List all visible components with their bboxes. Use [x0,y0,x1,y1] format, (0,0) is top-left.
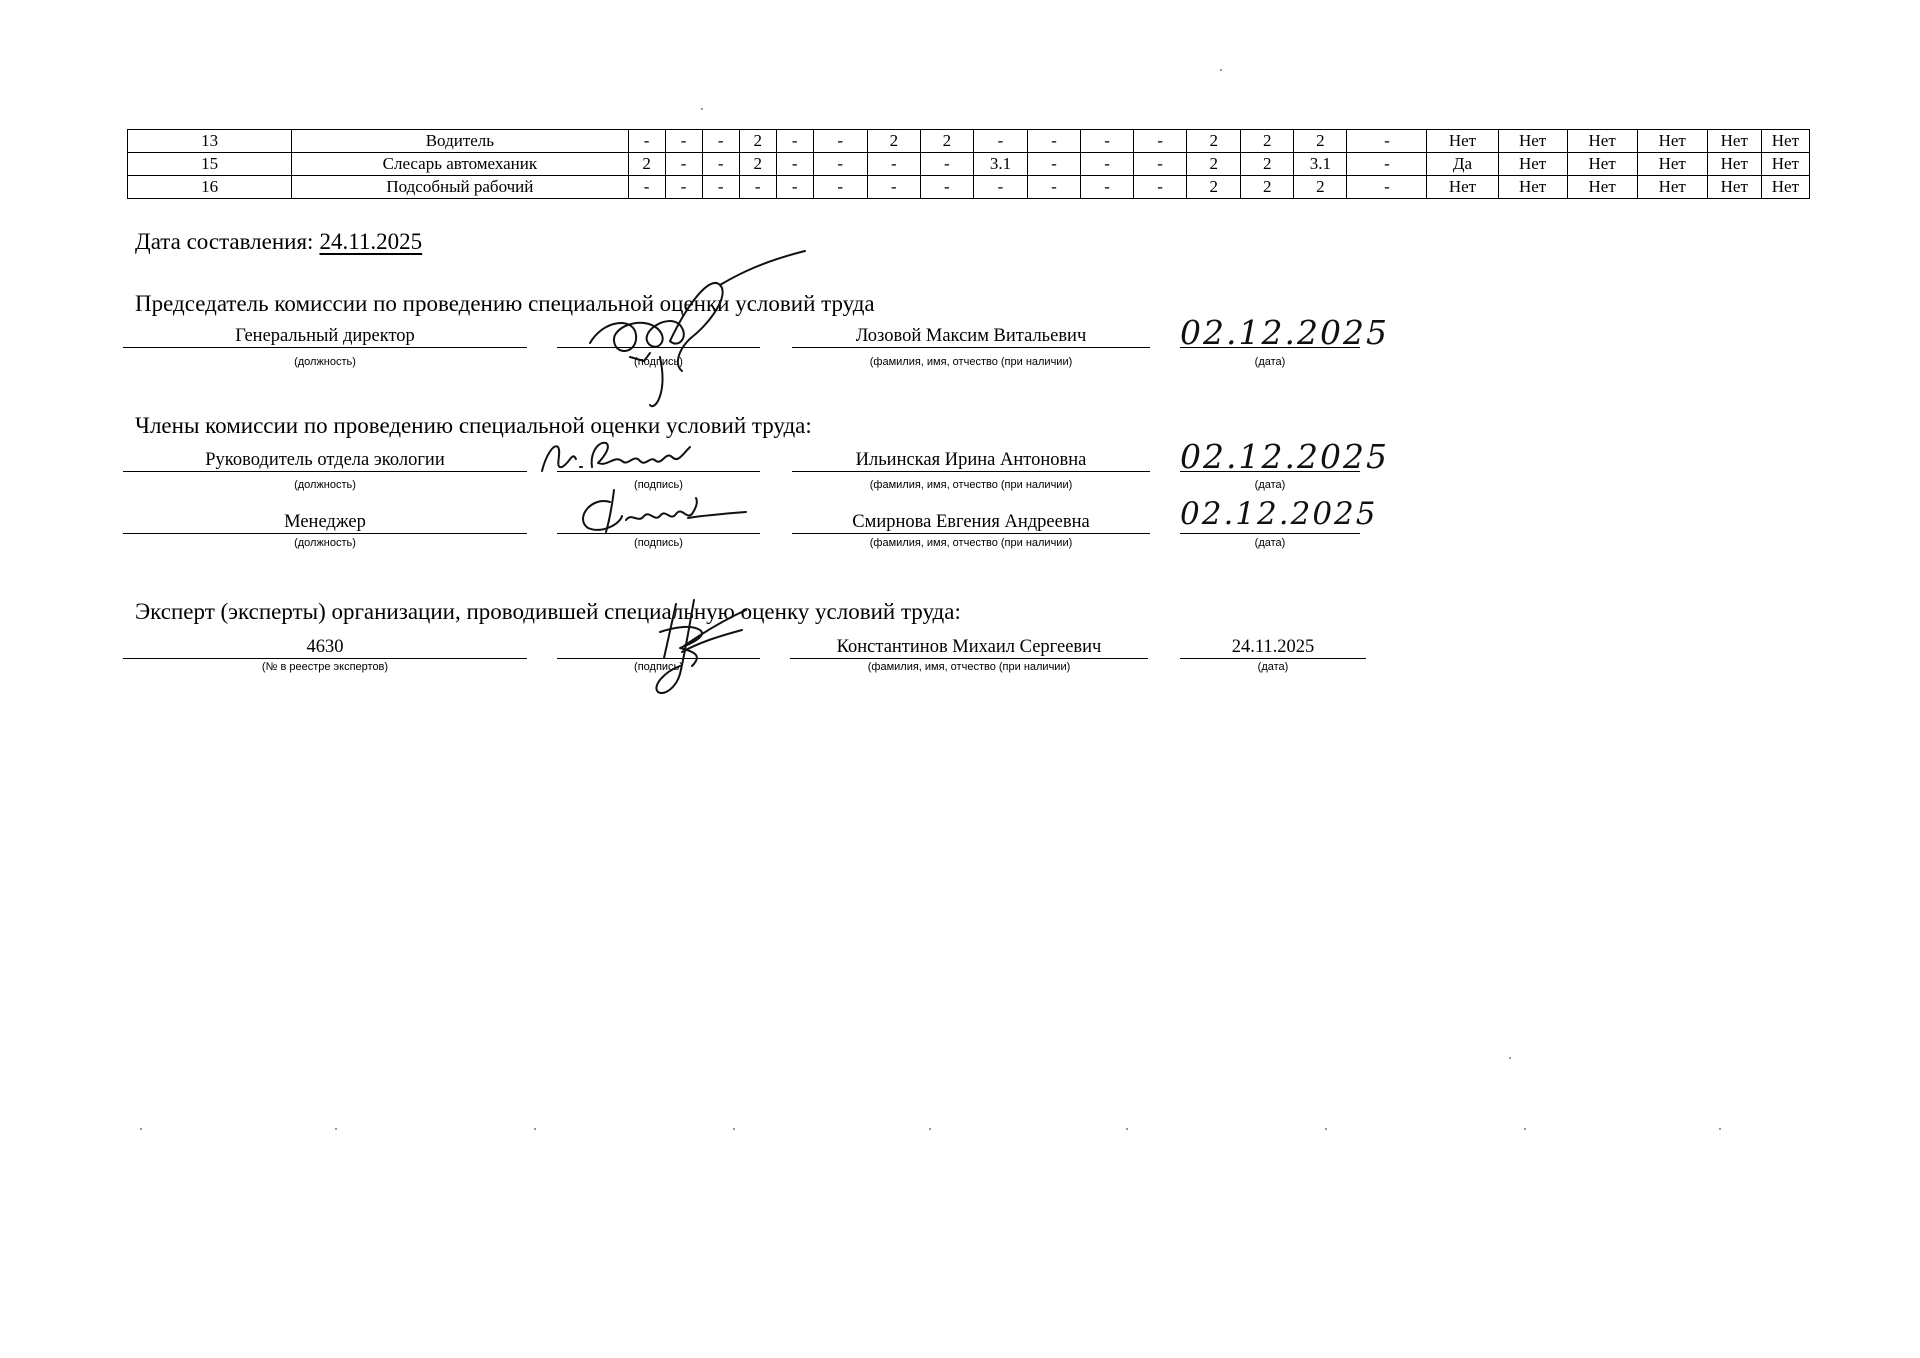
value-cell: - [665,153,702,176]
row-number-cell: 16 [128,176,292,199]
position-cell: Подсобный рабочий [292,176,628,199]
chairman-date: 02.12.2025 [1180,313,1389,352]
value-cell: 2 [1294,130,1347,153]
expert-signature-caption: (подпись) [634,661,683,673]
value-cell: - [867,176,920,199]
scan-speck [1509,1057,1511,1059]
value-cell: - [1347,176,1427,199]
scan-speck [140,1128,142,1130]
member-2-name: Смирнова Евгения Андреевна [792,511,1150,534]
scan-speck [335,1128,337,1130]
table-row [128,153,1810,176]
chairman-name: Лозовой Максим Витальевич [792,325,1150,348]
value-cell: - [1134,130,1187,153]
member-1-date: 02.12.2025 [1180,437,1389,476]
value-cell: Нет [1567,153,1637,176]
value-cell: Нет [1707,176,1761,199]
table-body [128,130,1810,199]
chairman-heading: Председатель комиссии по проведению специальной оценки условий труда [135,291,875,316]
member-1-position: Руководитель отдела экологии [123,449,527,472]
value-cell: - [813,176,867,199]
scan-speck [534,1128,536,1130]
row-number-cell: 15 [128,153,292,176]
member-1-name: Ильинская Ирина Антоновна [792,449,1150,472]
value-cell: 3.1 [973,153,1027,176]
member-2-date: 02.12.2025 [1180,496,1378,532]
value-cell: - [973,176,1027,199]
value-cell: 2 [1187,153,1241,176]
chairman-position-caption: (должность) [294,356,356,368]
member-1-date-caption: (дата) [1254,479,1286,491]
scan-speck [1719,1128,1721,1130]
value-cell: Нет [1637,153,1707,176]
results-table [127,129,1810,199]
member-1-position-caption: (должность) [294,479,356,491]
value-cell: 2 [1241,176,1294,199]
chairman-signature [570,245,815,415]
value-cell: 2 [1241,153,1294,176]
value-cell: Нет [1567,130,1637,153]
value-cell: 2 [739,130,776,153]
scan-speck [929,1128,931,1130]
value-cell: 2 [628,153,665,176]
value-cell: - [776,176,813,199]
position-cell: Слесарь автомеханик [292,153,628,176]
value-cell: Да [1427,153,1498,176]
expert-registry-caption: (№ в реестре экспертов) [261,661,389,673]
value-cell: 2 [1187,176,1241,199]
value-cell: - [867,153,920,176]
value-cell: - [776,130,813,153]
table-row [128,176,1810,199]
member-1-name-caption: (фамилия, имя, отчество (при наличии) [869,479,1073,491]
chairman-signature-caption: (подпись) [634,356,683,368]
scan-speck [1524,1128,1526,1130]
value-cell: - [1081,130,1134,153]
scan-speck [1126,1128,1128,1130]
value-cell: - [665,176,702,199]
member-2-signature [570,488,750,538]
value-cell: Нет [1761,176,1809,199]
value-cell: - [702,176,739,199]
value-cell: Нет [1637,130,1707,153]
value-cell: Нет [1498,176,1567,199]
value-cell: 2 [1294,176,1347,199]
compile-date-label: Дата составления: [135,229,314,254]
scan-speck [1325,1128,1327,1130]
value-cell: - [920,176,973,199]
value-cell: - [1027,130,1080,153]
value-cell: - [1347,153,1427,176]
member-2-signature-caption: (подпись) [634,537,683,549]
value-cell: - [1134,153,1187,176]
member-2-name-caption: (фамилия, имя, отчество (при наличии) [869,537,1073,549]
value-cell: Нет [1707,130,1761,153]
value-cell: 2 [920,130,973,153]
value-cell: - [1027,153,1080,176]
value-cell: 3.1 [1294,153,1347,176]
value-cell: - [973,130,1027,153]
value-cell: Нет [1637,176,1707,199]
row-number-cell: 13 [128,130,292,153]
value-cell: 2 [1187,130,1241,153]
value-cell: - [739,176,776,199]
value-cell: Нет [1707,153,1761,176]
value-cell: - [665,130,702,153]
value-cell: 2 [867,130,920,153]
expert-name-caption: (фамилия, имя, отчество (при наличии) [867,661,1071,673]
members-heading: Члены комиссии по проведению специальной оценки условий труда: [135,413,812,438]
compile-date [135,229,422,255]
value-cell: - [628,176,665,199]
value-cell: - [813,130,867,153]
value-cell: 2 [739,153,776,176]
value-cell: Нет [1498,153,1567,176]
value-cell: - [1081,176,1134,199]
value-cell: - [702,130,739,153]
member-2-date-caption: (дата) [1254,537,1286,549]
value-cell: - [1347,130,1427,153]
value-cell: Нет [1567,176,1637,199]
value-cell: Нет [1761,153,1809,176]
value-cell: Нет [1427,176,1498,199]
scan-speck [733,1128,735,1130]
value-cell: - [813,153,867,176]
position-cell: Водитель [292,130,628,153]
scan-speck [1220,69,1222,71]
chairman-name-caption: (фамилия, имя, отчество (при наличии) [869,356,1073,368]
expert-registry-number: 4630 [123,636,527,659]
value-cell: - [1027,176,1080,199]
expert-signature [620,596,750,701]
value-cell: - [1134,176,1187,199]
value-cell: Нет [1427,130,1498,153]
table-row [128,130,1810,153]
value-cell: - [920,153,973,176]
value-cell: - [776,153,813,176]
chairman-date-caption: (дата) [1254,356,1286,368]
value-cell: Нет [1761,130,1809,153]
member-1-signature-caption: (подпись) [634,479,683,491]
expert-date: 24.11.2025 [1180,636,1366,659]
expert-date-caption: (дата) [1257,661,1289,673]
expert-name: Константинов Михаил Сергеевич [790,636,1148,659]
value-cell: Нет [1498,130,1567,153]
scan-speck [701,108,703,110]
member-2-position-caption: (должность) [294,537,356,549]
value-cell: - [1081,153,1134,176]
compile-date-value: 24.11.2025 [319,229,423,254]
value-cell: 2 [1241,130,1294,153]
member-1-signature [532,437,697,477]
expert-heading: Эксперт (эксперты) организации, проводившей специальную оценку условий труда: [135,599,961,624]
chairman-position: Генеральный директор [123,325,527,348]
member-2-position: Менеджер [123,511,527,534]
value-cell: - [628,130,665,153]
value-cell: - [702,153,739,176]
